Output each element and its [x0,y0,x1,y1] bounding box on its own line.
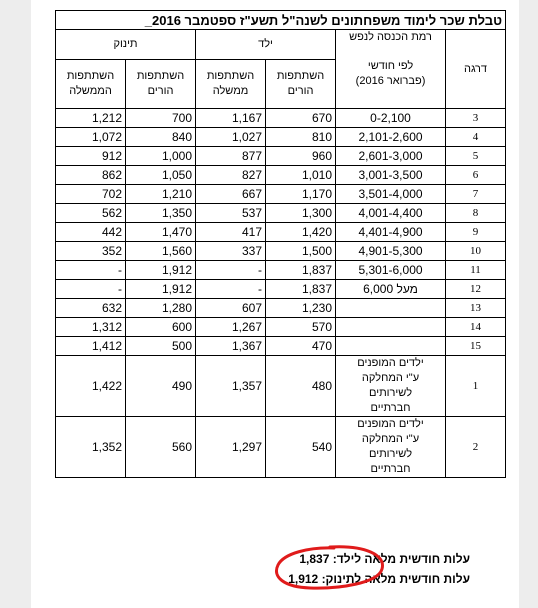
child-parents-cell: 1,170 [266,185,336,204]
child-gov-cell: 827 [196,166,266,185]
document-page [31,0,519,608]
footer-infant-label: עלות חודשית מלאה לתינוק: [321,572,470,586]
child-parents-cell: 1,837 [266,261,336,280]
income-range-cell: 4,901-5,300 [336,242,446,261]
page-margin-left [0,0,31,608]
income-range-cell: 3,001-3,500 [336,166,446,185]
subheader-child-gov: השתתפות ממשלה [196,60,266,109]
referral-note-line: חברתיים [370,402,411,414]
child-gov-cell: 337 [196,242,266,261]
infant-gov-cell: - [56,261,126,280]
infant-gov-cell: 1,412 [56,337,126,356]
infant-parents-cell: 600 [126,318,196,337]
child-gov-cell: 537 [196,204,266,223]
child-gov-cell: - [196,280,266,299]
child-parents-cell: 1,837 [266,280,336,299]
table-row [56,128,506,147]
referral-note-cell [336,417,446,478]
handwritten-circle-annotation [270,543,390,593]
table-row [56,242,506,261]
infant-gov-cell: 442 [56,223,126,242]
income-range-cell: 3,501-4,000 [336,185,446,204]
special-table-row [56,356,506,417]
level-cell: 4 [446,128,506,147]
special-table-row [56,417,506,478]
infant-gov-cell: 702 [56,185,126,204]
child-gov-cell: 1,167 [196,109,266,128]
level-cell: 12 [446,280,506,299]
subheader-child-parents: השתתפות הורים [266,60,336,109]
income-range-cell: 0-2,100 [336,109,446,128]
infant-parents-cell: 1,912 [126,261,196,280]
footer-child-label: עלות חודשית מלאה לילד: [332,552,470,566]
referral-note-cell [336,356,446,417]
infant-parents-cell: 700 [126,109,196,128]
child-parents-cell: 810 [266,128,336,147]
infant-parents-cell: 1,210 [126,185,196,204]
income-range-cell [336,299,446,318]
child-parents-cell: 570 [266,318,336,337]
header-income-line: לפי חודשי [367,60,414,72]
subheader-infant-gov: השתתפות הממשלה [56,60,126,109]
income-range-cell: 2,601-3,000 [336,147,446,166]
child-parents-cell: 1,300 [266,204,336,223]
infant-gov-cell: 632 [56,299,126,318]
subheader-infant-parents: השתתפות הורים [126,60,196,109]
header-income [336,30,446,109]
child-parents-cell: 480 [266,356,336,417]
income-range-cell [336,337,446,356]
table-row [56,147,506,166]
table-row [56,109,506,128]
child-parents-cell: 670 [266,109,336,128]
child-parents-cell: 540 [266,417,336,478]
level-cell: 5 [446,147,506,166]
child-parents-cell: 1,500 [266,242,336,261]
income-range-cell: 2,101-2,600 [336,128,446,147]
referral-note-line: ע"י המחלקה [361,433,420,445]
infant-gov-cell: 352 [56,242,126,261]
level-cell: 7 [446,185,506,204]
referral-note-line: ע"י המחלקה [361,372,420,384]
referral-note-line: ילדים המופנים [357,357,424,369]
child-gov-cell: 1,267 [196,318,266,337]
infant-gov-cell: - [56,280,126,299]
table-row [56,261,506,280]
infant-parents-cell: 1,000 [126,147,196,166]
infant-parents-cell: 1,280 [126,299,196,318]
level-cell: 14 [446,318,506,337]
referral-note-line: לשירותים [368,387,413,399]
header-income-line: רמת הכנסה לנפש [349,31,432,43]
income-range-cell: 4,401-4,900 [336,223,446,242]
table-row [56,299,506,318]
table-row [56,204,506,223]
income-range-cell: 4,001-4,400 [336,204,446,223]
level-cell: 15 [446,337,506,356]
child-parents-cell: 1,420 [266,223,336,242]
table-row [56,166,506,185]
income-range-cell: מעל 6,000 [336,280,446,299]
table-row [56,280,506,299]
header-child: ילד [196,30,336,60]
referral-note-line: לשירותים [368,448,413,460]
income-range-cell: 5,301-6,000 [336,261,446,280]
income-range-cell [336,318,446,337]
level-cell: 8 [446,204,506,223]
level-cell: 3 [446,109,506,128]
infant-gov-cell: 562 [56,204,126,223]
infant-parents-cell: 1,560 [126,242,196,261]
child-gov-cell: 1,357 [196,356,266,417]
child-gov-cell: 877 [196,147,266,166]
level-cell: 13 [446,299,506,318]
child-gov-cell: 1,027 [196,128,266,147]
level-cell: 9 [446,223,506,242]
header-income-line: (פברואר 2016) [355,75,426,87]
child-gov-cell: 667 [196,185,266,204]
table-title: טבלת שכר לימוד משפחתונים לשנה"ל תשע"ז ספטמבר 2016_ [56,11,506,30]
infant-parents-cell: 840 [126,128,196,147]
level-cell: 1 [446,356,506,417]
infant-parents-cell: 560 [126,417,196,478]
level-cell: 11 [446,261,506,280]
child-gov-cell: 1,297 [196,417,266,478]
infant-parents-cell: 1,050 [126,166,196,185]
table-row [56,318,506,337]
infant-gov-cell: 1,212 [56,109,126,128]
table-row [56,337,506,356]
infant-parents-cell: 1,912 [126,280,196,299]
infant-parents-cell: 500 [126,337,196,356]
table-row [56,223,506,242]
child-gov-cell: 607 [196,299,266,318]
header-infant: תינוק [56,30,196,60]
level-cell: 10 [446,242,506,261]
infant-gov-cell: 1,422 [56,356,126,417]
referral-note-line: ילדים המופנים [357,418,424,430]
footer-infant-value: 1,912 [288,572,319,586]
child-gov-cell: 417 [196,223,266,242]
header-level: דרגה [446,30,506,109]
infant-gov-cell: 1,312 [56,318,126,337]
level-cell: 6 [446,166,506,185]
child-parents-cell: 1,010 [266,166,336,185]
page-margin-right [519,0,538,608]
infant-gov-cell: 912 [56,147,126,166]
infant-parents-cell: 1,470 [126,223,196,242]
tuition-table [55,10,506,478]
referral-note-line: חברתיים [370,463,411,475]
infant-gov-cell: 1,072 [56,128,126,147]
child-parents-cell: 470 [266,337,336,356]
table-row [56,185,506,204]
infant-gov-cell: 862 [56,166,126,185]
infant-gov-cell: 1,352 [56,417,126,478]
footer-child-value: 1,837 [299,552,330,566]
child-gov-cell: - [196,261,266,280]
child-parents-cell: 960 [266,147,336,166]
infant-parents-cell: 1,350 [126,204,196,223]
level-cell: 2 [446,417,506,478]
child-parents-cell: 1,230 [266,299,336,318]
child-gov-cell: 1,367 [196,337,266,356]
infant-parents-cell: 490 [126,356,196,417]
